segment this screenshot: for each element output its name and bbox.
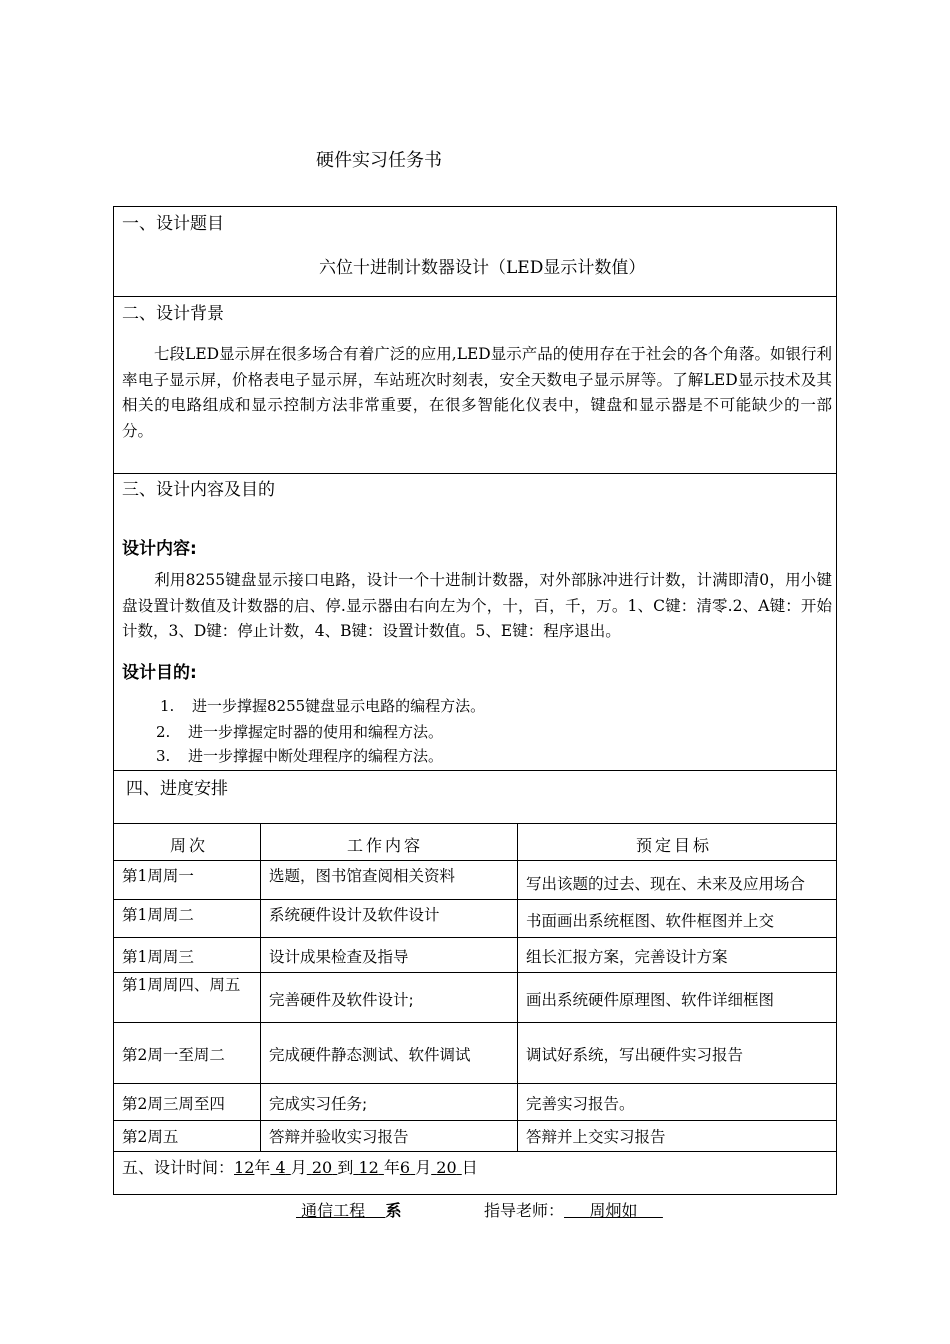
row-goal: 画出系统硬件原理图、软件详细框图 xyxy=(526,991,775,1009)
day-char: 日 xyxy=(461,1158,478,1177)
design-time-label: 五、设计时间： xyxy=(122,1158,235,1177)
design-goal-heading: 设计目的: xyxy=(122,663,197,683)
section3-heading: 三、设计内容及目的 xyxy=(122,480,275,500)
divider xyxy=(114,1151,836,1152)
year-char: 年 xyxy=(383,1158,400,1177)
row-goal: 写出该题的过去、现在、未来及应用场合 xyxy=(526,875,806,893)
divider xyxy=(114,823,836,824)
row-work: 设计成果检查及指导 xyxy=(269,948,409,966)
start-year: 12 xyxy=(234,1158,255,1177)
row-work: 系统硬件设计及软件设计 xyxy=(269,906,440,924)
row-week: 第1周周三 xyxy=(122,948,194,966)
section2-heading: 二、设计背景 xyxy=(122,304,224,324)
year-char: 年 xyxy=(254,1158,271,1177)
design-content-text: 利用8255键盘显示接口电路，设计一个十进制计数器，对外部脉冲进行计数，计满即清0，用小键盘设置计数值及计数器的启、停.显示器由右向左为个，十，百，千，万。1、C键：清零.2、A键：开始计数，3、D键：停止计数，4、B键：设置计数值。5、E键：程序退出。 xyxy=(122,571,832,640)
row-work: 完成硬件静态测试、软件调试 xyxy=(269,1046,471,1064)
row-week: 第1周周一 xyxy=(122,867,194,885)
design-content-paragraph xyxy=(122,568,832,645)
column-header-week: 周次 xyxy=(170,836,209,855)
end-month: 6 xyxy=(399,1158,411,1177)
advisor-label: 指导老师： xyxy=(484,1201,565,1220)
goal-item xyxy=(156,745,443,766)
advisor-name: 周炯如 xyxy=(589,1201,638,1220)
row-work: 选题，图书馆查阅相关资料 xyxy=(269,867,456,885)
section4-heading: 四、进度安排 xyxy=(126,779,228,799)
month-char: 月 xyxy=(415,1158,432,1177)
divider xyxy=(114,860,836,861)
row-goal: 书面画出系统框图、软件框图并上交 xyxy=(526,912,775,930)
end-day: 20 xyxy=(436,1158,457,1177)
goal-text: 进一步撑握定时器的使用和编程方法。 xyxy=(188,723,444,741)
background-paragraph xyxy=(122,342,832,444)
section1-heading: 一、设计题目 xyxy=(122,214,224,234)
start-day: 20 xyxy=(311,1158,333,1177)
goal-number: 3. xyxy=(156,747,171,765)
department-line xyxy=(296,1198,401,1221)
row-goal: 答辩并上交实习报告 xyxy=(526,1128,666,1146)
row-week: 第2周五 xyxy=(122,1128,179,1146)
goal-number: 2. xyxy=(156,723,171,741)
row-work: 答辩并验收实习报告 xyxy=(269,1128,409,1146)
row-goal: 调试好系统，写出硬件实习报告 xyxy=(526,1046,744,1064)
column-divider xyxy=(260,823,261,1151)
end-year: 12 xyxy=(358,1158,379,1177)
page-title: 硬件实习任务书 xyxy=(316,150,442,171)
goal-text: 进一步撑握8255键盘显示电路的编程方法。 xyxy=(192,697,486,715)
row-week: 第1周周二 xyxy=(122,906,194,924)
column-header-goal: 预定目标 xyxy=(636,836,713,855)
goal-item xyxy=(156,721,443,742)
department-name: 通信工程 xyxy=(301,1201,366,1220)
divider xyxy=(114,1022,836,1023)
goal-text: 进一步撑握中断处理程序的编程方法。 xyxy=(188,747,444,765)
design-content-heading: 设计内容: xyxy=(122,539,197,559)
background-text: 七段LED显示屏在很多场合有着广泛的应用,LED显示产品的使用存在于社会的各个角落。如银行利率电子显示屏，价格表电子显示屏，车站班次时刻表，安全天数电子显示屏等。了解LED显示技术及其相关的电路组成和显示控制方法非常重要，在很多智能化仪表中，键盘和显示器是不可能缺少的一部分。 xyxy=(122,345,832,440)
advisor-line xyxy=(484,1198,663,1221)
row-week: 第2周一至周二 xyxy=(122,1046,225,1064)
row-week: 第1周周四、周五 xyxy=(122,976,241,994)
column-header-work: 工作内容 xyxy=(347,836,424,855)
task-form xyxy=(113,206,837,1195)
column-divider xyxy=(517,823,518,1151)
design-topic: 六位十进制计数器设计（LED显示计数值） xyxy=(319,258,646,278)
divider xyxy=(114,1083,836,1084)
row-work: 完成实习任务; xyxy=(269,1095,368,1113)
goal-item xyxy=(160,695,485,716)
divider xyxy=(114,296,836,297)
start-month: 4 xyxy=(275,1158,286,1177)
divider xyxy=(114,1120,836,1121)
divider xyxy=(114,937,836,938)
divider xyxy=(114,770,836,771)
goal-number: 1. xyxy=(160,697,175,715)
row-goal: 完善实习报告。 xyxy=(526,1095,635,1113)
divider xyxy=(114,899,836,900)
design-time xyxy=(122,1155,478,1178)
row-work: 完善硬件及软件设计; xyxy=(269,991,414,1009)
divider xyxy=(114,473,836,474)
month-char: 月 xyxy=(290,1158,307,1177)
to-char: 到 xyxy=(337,1158,354,1177)
row-goal: 组长汇报方案，完善设计方案 xyxy=(526,948,728,966)
department-suffix: 系 xyxy=(385,1201,402,1220)
row-week: 第2周三周至四 xyxy=(122,1095,225,1113)
